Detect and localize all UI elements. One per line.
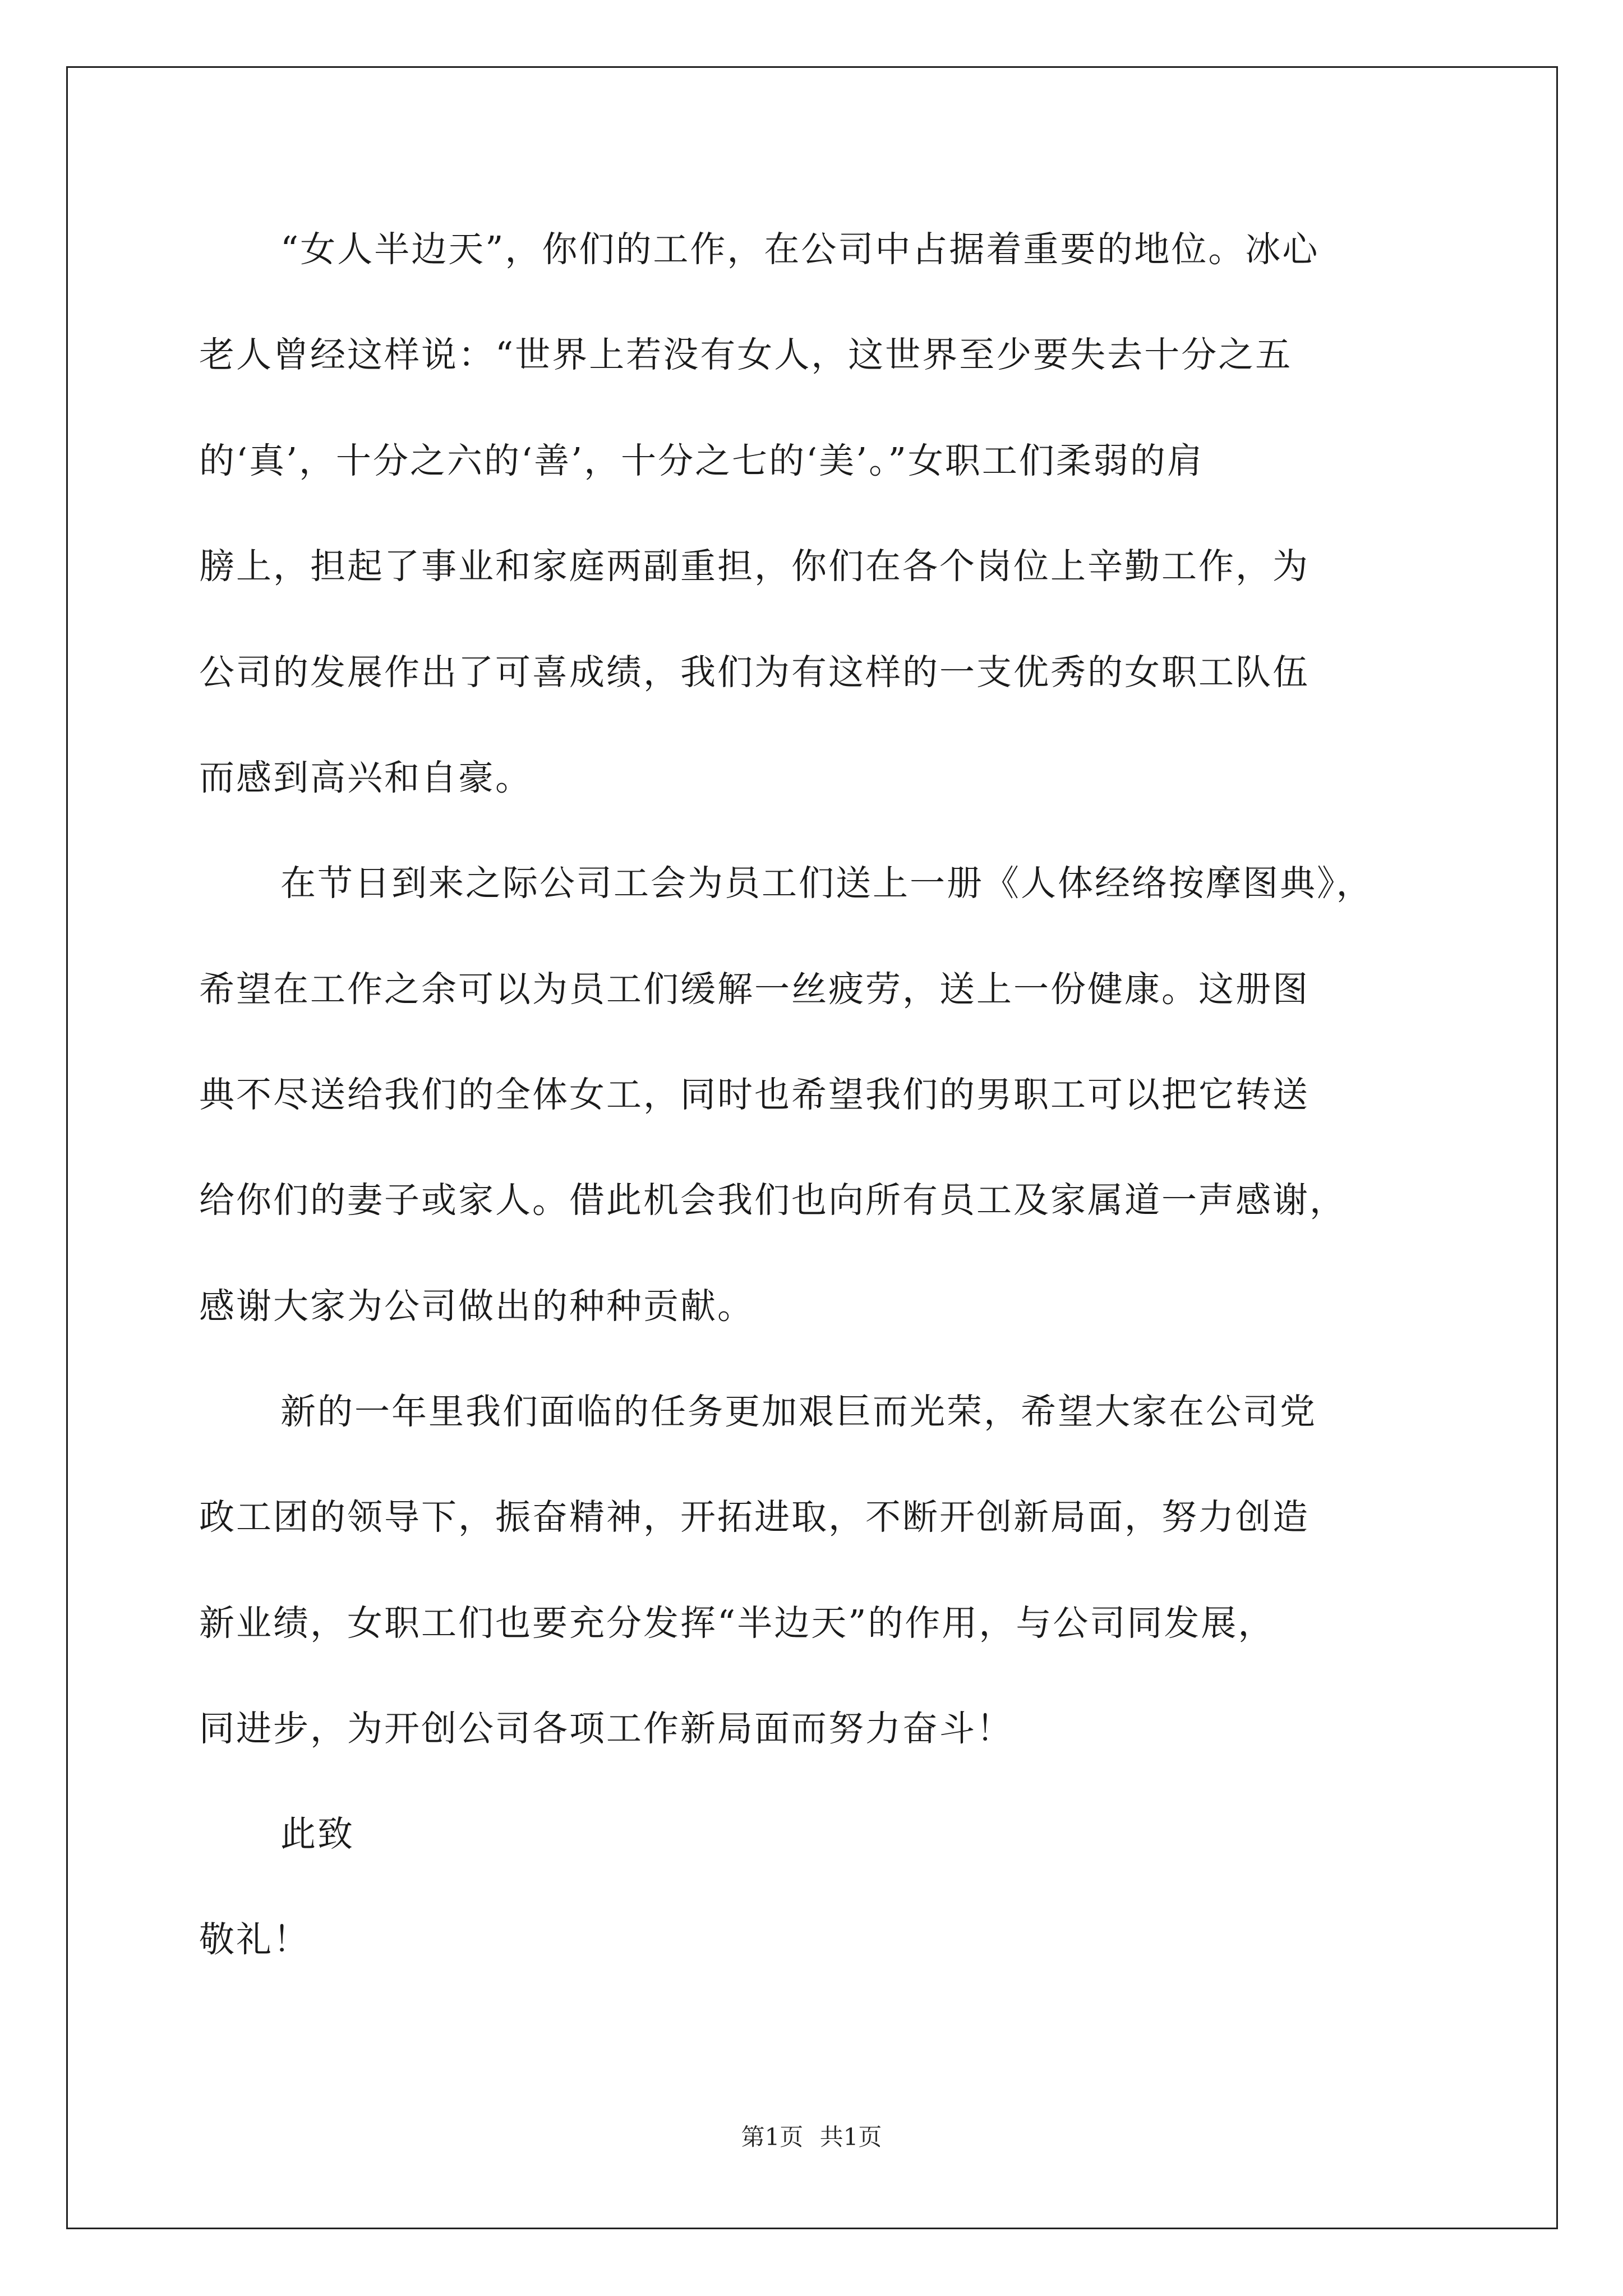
page-total: 共1页 — [819, 2123, 882, 2151]
closing-salutation: 此致 — [280, 1814, 354, 1855]
paragraph-2-line-5: 感谢大家为公司做出的种种贡献。 — [199, 1286, 754, 1327]
paragraph-1-line-5: 公司的发展作出了可喜成绩，我们为有这样的一支优秀的女职工队伍 — [199, 652, 1310, 693]
page-number: 第1页 — [741, 2123, 804, 2151]
paragraph-1-line-2: 老人曾经这样说：“世界上若没有女人，这世界至少要失去十分之五 — [199, 334, 1293, 375]
paragraph-1-line-1: “女人半边天”，你们的工作，在公司中占据着重要的地位。冰心 — [280, 229, 1320, 270]
paragraph-2-line-4: 给你们的妻子或家人。借此机会我们也向所有员工及家属道一声感谢， — [199, 1180, 1347, 1221]
paragraph-1-line-4: 膀上，担起了事业和家庭两副重担，你们在各个岗位上辛勤工作，为 — [199, 546, 1310, 587]
paragraph-3-line-2: 政工团的领导下，振奋精神，开拓进取，不断开创新局面，努力创造 — [199, 1497, 1310, 1538]
paragraph-1-line-6: 而感到高兴和自豪。 — [199, 757, 532, 798]
page-footer — [0, 2123, 1623, 2151]
paragraph-3-line-4: 同进步，为开创公司各项工作新局面而努力奋斗！ — [199, 1708, 1013, 1749]
page-frame — [66, 66, 1558, 2229]
paragraph-3-line-1: 新的一年里我们面临的任务更加艰巨而光荣，希望大家在公司党 — [280, 1391, 1317, 1432]
paragraph-2-line-2: 希望在工作之余可以为员工们缓解一丝疲劳，送上一份健康。这册图 — [199, 969, 1310, 1010]
paragraph-2-line-1: 在节日到来之际公司工会为员工们送上一册《人体经络按摩图典》， — [280, 863, 1373, 904]
closing-regards: 敬礼！ — [199, 1919, 310, 1960]
paragraph-2-line-3: 典不尽送给我们的全体女工，同时也希望我们的男职工可以把它转送 — [199, 1074, 1310, 1115]
paragraph-1-line-3: 的‘真’，十分之六的‘善’，十分之七的‘美’。”女职工们柔弱的肩 — [199, 440, 1204, 481]
paragraph-3-line-3: 新业绩，女职工们也要充分发挥“半边天”的作用，与公司同发展， — [199, 1603, 1275, 1644]
